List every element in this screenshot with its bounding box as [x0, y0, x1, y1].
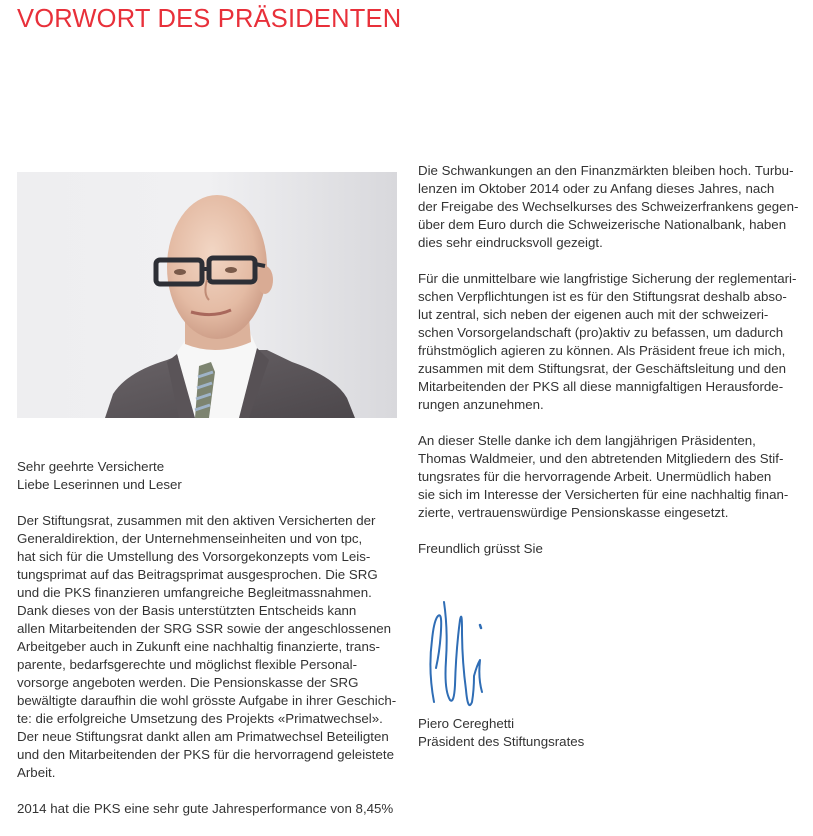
text-line: rungen anzunehmen.	[418, 397, 544, 412]
text-line: bewältigte daraufhin die wohl grösste Aufgabe in ihrer Geschich-	[17, 693, 397, 708]
right-paragraph-2	[418, 270, 808, 414]
text-line: lut zentral, sich neben der eigenen auch mit der schweizeri-	[418, 307, 769, 322]
left-text-column	[17, 458, 402, 836]
text-line: Mitarbeitenden der PKS all diese mannigfaltigen Herausforde-	[418, 379, 784, 394]
text-line: zierte, vertrauenswürdige Pensionskasse eingesetzt.	[418, 505, 729, 520]
text-line: sie sich im Interesse der Versicherten für eine nachhaltig finan-	[418, 487, 789, 502]
text-line: hat sich für die Umstellung des Vorsorgekonzepts vom Leis-	[17, 549, 371, 564]
salutation-line: Liebe Leserinnen und Leser	[17, 477, 182, 492]
left-paragraph-2	[17, 800, 402, 818]
right-paragraph-3	[418, 432, 808, 522]
salutation	[17, 458, 402, 494]
text-line: tungsprimat auf das Beitragsprimat ausgesprochen. Die SRG	[17, 567, 378, 582]
text-line: der Freigabe des Wechselkurses des Schweizerfrankens gegen-	[418, 199, 799, 214]
closing-text: Freundlich grüsst Sie	[418, 541, 543, 556]
text-line: über dem Euro durch die Schweizerische Nationalbank, haben	[418, 217, 787, 232]
text-line: und die PKS finanzieren umfangreiche Begleitmassnahmen.	[17, 585, 372, 600]
text-line: tungsrates für die hervorragende Arbeit. Unermüdlich haben	[418, 469, 772, 484]
text-line: Der Stiftungsrat, zusammen mit den aktiven Versicherten der	[17, 513, 376, 528]
signatory-role: Präsident des Stiftungsrates	[418, 734, 585, 749]
signatory-block	[418, 715, 584, 751]
text-line: Der neue Stiftungsrat dankt allen am Primatwechsel Beteiligten	[17, 729, 389, 744]
text-line: te: die erfolgreiche Umsetzung des Projekts «Primatwechsel».	[17, 711, 383, 726]
handwritten-signature	[422, 590, 492, 715]
text-line: lenzen im Oktober 2014 oder zu Anfang dieses Jahres, nach	[418, 181, 775, 196]
closing-line	[418, 540, 808, 558]
president-portrait-photo	[17, 172, 397, 418]
right-text-column	[418, 162, 808, 576]
text-line: 2014 hat die PKS eine sehr gute Jahresperformance von 8,45%	[17, 801, 394, 816]
signatory-name: Piero Cereghetti	[418, 716, 515, 731]
text-line: vorsorge angeboten werden. Die Pensionskasse der SRG	[17, 675, 359, 690]
text-line: allen Mitarbeitenden der SRG SSR sowie der angeschlossenen	[17, 621, 392, 636]
text-line: parente, bedarfsgerechte und möglichst flexible Personal-	[17, 657, 358, 672]
text-line: Die Schwankungen an den Finanzmärkten bleiben hoch. Turbu-	[418, 163, 794, 178]
text-line: zusammen mit dem Stiftungsrat, der Geschäftsleitung und den	[418, 361, 787, 376]
portrait-illustration	[17, 172, 397, 418]
text-line: schen Verpflichtungen ist es für den Stiftungsrat deshalb abso-	[418, 289, 787, 304]
text-line: Dank dieses von der Basis unterstützten Entscheids kann	[17, 603, 357, 618]
text-line: Für die unmittelbare wie langfristige Sicherung der reglementari-	[418, 271, 797, 286]
left-paragraph-1	[17, 512, 402, 782]
text-line: Arbeit.	[17, 765, 56, 780]
text-line: Arbeitgeber auch in Zukunft eine nachhaltig finanzierte, trans-	[17, 639, 380, 654]
text-line: An dieser Stelle danke ich dem langjährigen Präsidenten,	[418, 433, 756, 448]
text-line: frühstmöglich agieren zu können. Als Präsident freue ich mich,	[418, 343, 786, 358]
text-line: dies sehr eindrucksvoll gezeigt.	[418, 235, 603, 250]
text-line: Generaldirektion, der Unternehmenseinheiten und von tpc,	[17, 531, 363, 546]
text-line: schen Vorsorgelandschaft (pro)aktiv zu befassen, um dadurch	[418, 325, 784, 340]
page-title: VORWORT DES PRÄSIDENTEN	[17, 5, 402, 33]
salutation-line: Sehr geehrte Versicherte	[17, 459, 165, 474]
text-line: und den Mitarbeitenden der PKS für die hervorragend geleistete	[17, 747, 394, 762]
right-paragraph-1	[418, 162, 808, 252]
text-line: Thomas Waldmeier, und den abtretenden Mitgliedern des Stif-	[418, 451, 784, 466]
